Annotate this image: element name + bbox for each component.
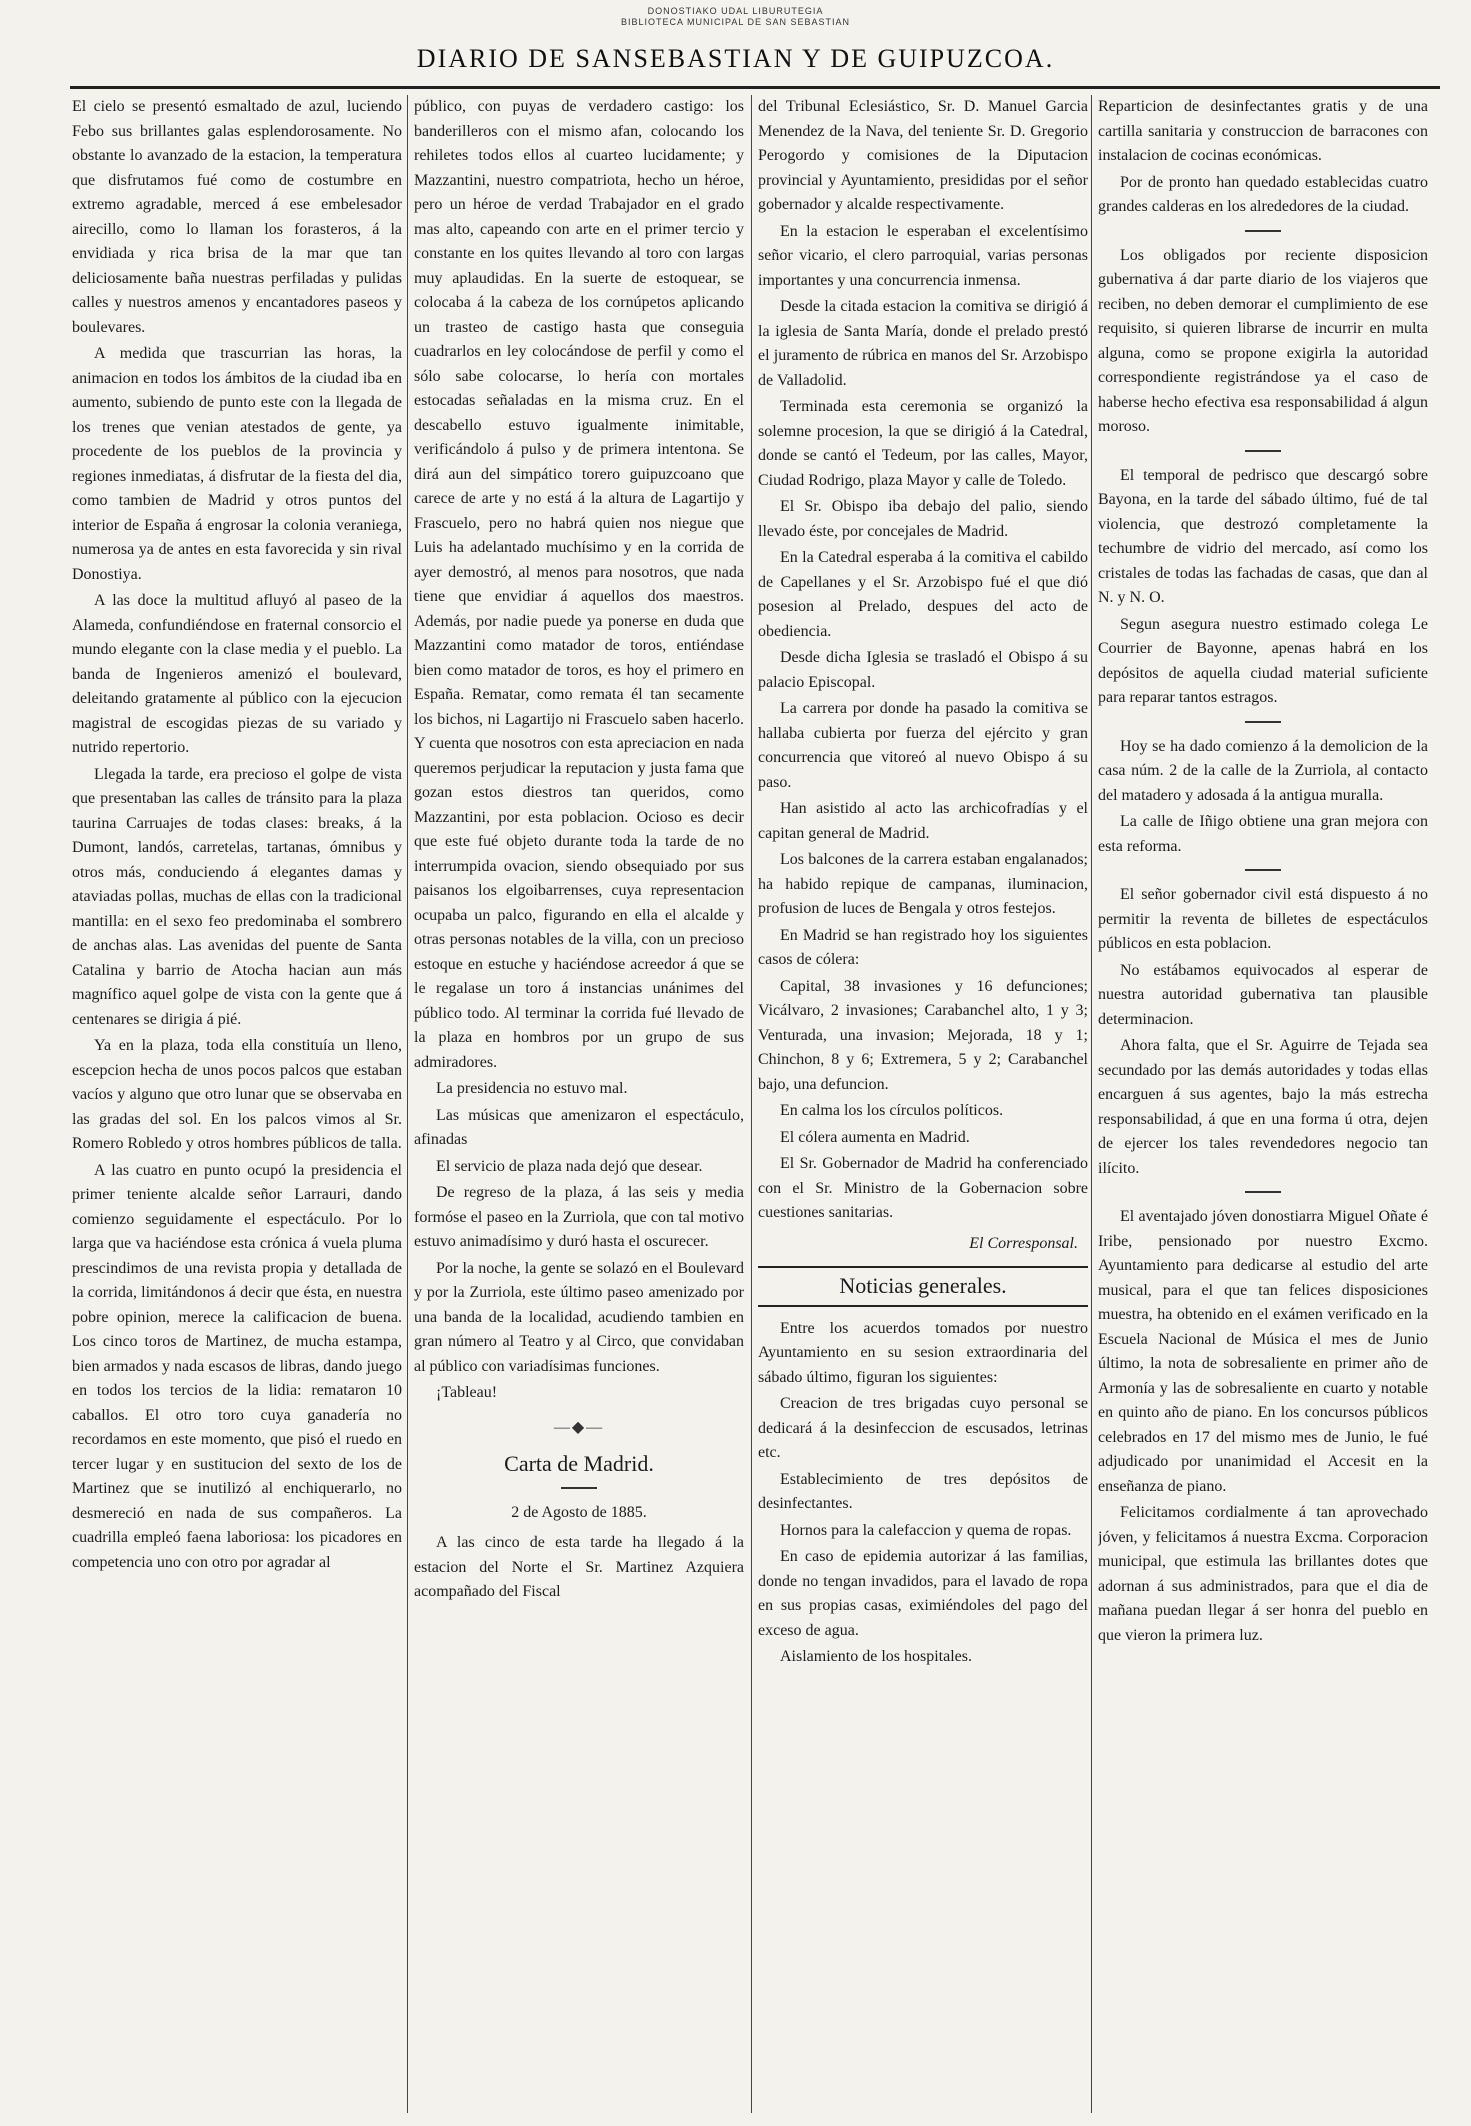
column-4 [1098,95,1428,2113]
paragraph: De regreso de la plaza, á las seis y media formóse el paseo en la Zurriola, que con tal motivo estuvo animadísimo y duró hasta el oscurecer. [414,1184,744,1250]
library-stamp [0,6,1471,28]
paragraph: Establecimiento de tres depósitos de desinfectantes. [758,1470,1088,1512]
paragraph: Los balcones de la carrera estaban engalanados; ha habido repique de campanas, iluminacion, profusion de luces de Bengala y otros festejos. [758,851,1088,917]
paragraph: ¡Tableau! [436,1384,498,1401]
short-rule [561,1487,597,1489]
paragraph: Por de pronto han quedado establecidas cuatro grandes calderas en los alrededores de la ciudad. [1098,173,1428,215]
paragraph: A medida que trascurrian las horas, la animacion en todos los ámbitos de la ciudad iba en aumento, subiendo de punto este con la llegada de los trenes que venian atestados de gente, ya procedente de los pueblos de la provincia y regiones inmediatas, á disfrutar de la fiesta del dia, como tambien de Madrid y otros puntos del interior de España á engrosar la colonia veraniega, numerosa ya de antes en esta favorecida y sin rival Donostiya. [72,345,402,583]
paragraph: No estábamos equivocados al esperar de nuestra autoridad gubernativa tan plausible determinacion. [1098,961,1428,1028]
carta-title: Carta de Madrid. [504,1451,654,1476]
stamp-line-1: DONOSTIAKO UDAL LIBURUTEGIA [647,6,824,16]
paragraph: público, con puyas de verdadero castigo: los banderilleros con el mismo afan, colocando los rehiletes todos ellos al cuarteo lucidamente; y Mazzantini, nuestro compatriota, hecho un héroe, pero un héroe de verdad Trabajador en el grado mas alto, capeando con arte en el primer tercio y constante en los quites llevando al toro con largas muy aplaudidas. En la suerte de estoquear, se colocaba á la cabeza de los cornúpetos aplicando un trasteo de castigo hasta que conseguia cuadrarlos en ley colocándose de perfil y como el sólo sabe colocarse, lo hería con mortales estocadas señaladas en la misma cruz. En el descabello estuvo igualmente inimitable, verificándolo á pulso y de primera intentona. Se dirá aun del simpático torero guipuzcoano que carece de arte y no está á la altura de Lagartijo y Frascuelo, pero no habrá quien nos niegue que Luis ha adelantado muchísimo y en la corrida de ayer demostró, al menos para nosotros, que nada tiene que envidiar á aquellos dos maestros. Además, por nadie puede ya ponerse en duda que Mazzantini como matador de toros, entiéndase bien como matador de toros, es hoy el primero en España. Rematar, como remata él tan secamente los bichos, ni Lagartijo ni Frascuelo saben hacerlo. Y cuenta que nosotros con esta apreciacion en nada queremos perjudicar la reputacion y justa fama que gozan estos diestros tan queridos, como Mazzantini, por esta poblacion. Ocioso es decir que este fué objeto durante toda la tarde de no interrumpida ovacion, siendo obsequiado por sus paisanos los elgoibarrenses, cuya representacion ocupaba un palco, figurando en ella el alcalde y otras personas notables de la villa, con un precioso estoque en estuche y haciéndose acreedor á que se le regalase un toro á instancias unánimes del público todo. Al terminar la corrida fué llevado de la plaza en hombros por un grupo de sus admiradores. [414,98,744,1071]
carta-date: 2 de Agosto de 1885. [511,1503,647,1521]
paragraph: El señor gobernador civil está dispuesto á no permitir la reventa de billetes de espectáculos públicos en esta poblacion. [1098,886,1428,952]
paragraph: Los obligados por reciente disposicion gubernativa á dar parte diario de los viajeros que reciben, no deben demorar el cumplimiento de ese requisito, si quieren librarse de incurrir en multa alguna, como se propone exigirla la autoridad correspondiente registrándose ya el caso de haberse hecho efectiva esa responsabilidad á algun moroso. [1098,246,1428,435]
paragraph: Llegada la tarde, era precioso el golpe de vista que presentaban las calles de tránsito para la plaza taurina Carruajes de todas clases: breaks, á la Dumont, landós, carretelas, tartanas, ómnibus y otros más, conduciendo á elegantes damas y ataviadas pollas, muchas de ellas con la tradicional mantilla: en el sexo feo predominaba el sombrero de anchas alas. Las avenidas del puente de Santa Catalina y barrio de Atocha hacian aun más magnífico aquel golpe de vista con la gente que á centenares se dirigia á pié. [72,765,402,1028]
paragraph: El servicio de plaza nada dejó que desear. [436,1157,703,1175]
paragraph: A las cinco de esta tarde ha llegado á la estacion del Norte el Sr. Martinez Azquiera acompañado del Fiscal [414,1534,744,1600]
paragraph: Entre los acuerdos tomados por nuestro Ayuntamiento en su sesion extraordinaria del sábado último, figuran los siguientes: [758,1319,1088,1386]
paragraph: En la estacion le esperaban el excelentísimo señor vicario, el clero parroquial, varias personas importantes y una concurrencia inmensa. [758,222,1088,289]
paragraph: El cielo se presentó esmaltado de azul, luciendo Febo sus brillantes galas esplendorosamente. No obstante lo avanzado de la estacion, la temperatura que disfrutamos fué como de costumbre en extremo agradable, merced á ese embelesador airecillo, como lo llaman los forasteros, á la envidiada y rica brisa de la mar que tan deliciosamente baña nuestras perfiladas y pulidas calles y nuestros amenos y encantadores paseos y boulevares. [72,98,402,336]
ornament-divider: ―◆― [553,1418,605,1436]
short-rule [1245,1191,1281,1193]
paragraph: El Sr. Gobernador de Madrid ha conferenciado con el Sr. Ministro de la Gobernacion sobre cuestiones sanitarias. [758,1155,1088,1221]
paragraph: Creacion de tres brigadas cuyo personal se dedicará á la desinfeccion de escusados, letrinas etc. [758,1395,1088,1461]
short-rule [1245,230,1281,232]
paragraph: El aventajado jóven donostiarra Miguel Oñate é Iribe, pensionado por nuestro Excmo. Ayuntamiento para dedicarse al estudio del arte musical, para el que tan felices disposiciones muestra, ha obtenido en el exámen verificado en la Escuela Nacional de Música el mes de Junio último, la nota de sobresaliente en primer año de Armonía y las de sobresaliente en cuarto y notable en quinto año de piano. En los concursos públicos celebrados en 17 del mismo mes de Junio, le fué adjudicado por unanimidad el Accesit en la enseñanza de piano. [1098,1208,1428,1495]
column-2 [414,95,744,2113]
masthead-title: DIARIO DE SANSEBASTIAN Y DE GUIPUZCOA. [416,44,1055,73]
correspondent-signature: El Corresponsal. [969,1234,1078,1252]
paragraph: Ahora falta, que el Sr. Aguirre de Tejada sea secundado por las demás autoridades y todas ellas encarguen á sus agentes, bajo la más estrecha responsabilidad, á que en una forma ú otra, dejen de ejercer los tales revendedores negocio tan ilícito. [1098,1037,1428,1177]
paragraph: Reparticion de desinfectantes gratis y de una cartilla sanitaria y construccion de barracones con instalacion de cocinas económicas. [1098,98,1428,164]
noticias-title: Noticias generales. [758,1266,1088,1307]
column-divider [1091,95,1092,2113]
paragraph: La carrera por donde ha pasado la comitiva se hallaba cubierta por fuerza del ejército y gran concurrencia que vitoreó al nuevo Obispo á su paso. [758,700,1088,791]
paragraph: Desde dicha Iglesia se trasladó el Obispo á su palacio Episcopal. [758,649,1088,691]
paragraph: Hornos para la calefaccion y quema de ropas. [780,1521,1072,1539]
paragraph: El cólera aumenta en Madrid. [780,1128,970,1146]
paragraph: Aislamiento de los hospitales. [780,1648,972,1665]
paragraph: Terminada esta ceremonia se organizó la solemne procesion, la que se dirigió á la Catedral, donde se cantó el Tedeum, por las calles, Mayor, Ciudad Rodrigo, plaza Mayor y calle de Toledo. [758,398,1088,489]
paragraph: Desde la citada estacion la comitiva se dirigió á la iglesia de Santa María, donde el prelado prestó el juramento de rúbrica en manos del Sr. Arzobispo de Valladolid. [758,298,1088,389]
stamp-line-2: BIBLIOTECA MUNICIPAL DE SAN SEBASTIAN [620,17,851,27]
paragraph: Las músicas que amenizaron el espectáculo, afinadas [414,1106,744,1148]
short-rule [1245,721,1281,723]
paragraph: Capital, 38 invasiones y 16 defunciones; Vicálvaro, 2 invasiones; Carabanchel alto, 1 y 3; Venturada, una invasion; Mejorada, 18 y 1; Chinchon, 8 y 6; Extremera, 5 y 2; Carabanchel bajo, una defuncion. [758,977,1088,1093]
paragraph: Ya en la plaza, toda ella constituía un lleno, escepcion hecha de unos pocos palcos que estaban vacíos y alguno que otro lunar que se observaba en las gradas del sol. En los palcos vimos al Sr. Romero Robledo y otros hombres públicos de talla. [72,1037,402,1152]
paragraph: Segun asegura nuestro estimado colega Le Courrier de Bayonne, apenas habrá en los depósitos de aquella ciudad material suficiente para reparar tantos estragos. [1098,615,1428,706]
paragraph: En calma los los círculos políticos. [780,1102,1004,1119]
short-rule [1245,450,1281,452]
column-1 [72,95,402,2113]
paragraph: La calle de Iñigo obtiene una gran mejora con esta reforma. [1098,813,1428,855]
paragraph: Por la noche, la gente se solazó en el Boulevard y por la Zurriola, este último paseo amenizado por una banda de la localidad, acudiendo tambien en gran número al Teatro y al Circo, que convidaban al público con variadísimas funciones. [414,1259,744,1375]
paragraph: En la Catedral esperaba á la comitiva el cabildo de Capellanes y el Sr. Arzobispo fué el que dió posesion al Prelado, despues del acto de obediencia. [758,549,1088,640]
paragraph: del Tribunal Eclesiástico, Sr. D. Manuel Garcia Menendez de la Nava, del teniente Sr. D. Gregorio Perogordo y comisiones de la Diputacion provincial y Ayuntamiento, presididas por el señor gobernador y alcalde respectivamente. [758,98,1088,213]
column-divider [751,95,752,2113]
column-divider [407,95,408,2113]
paragraph: El temporal de pedrisco que descargó sobre Bayona, en la tarde del sábado último, fué de tal violencia, que destrozó completamente la techumbre de vidrio del mercado, así como los cristales de todas las fachadas de casas, que dan al N. y N. O. [1098,466,1428,606]
paragraph: La presidencia no estuvo mal. [436,1080,628,1097]
paragraph: Han asistido al acto las archicofradías y el capitan general de Madrid. [758,800,1088,842]
column-3 [758,95,1088,2113]
paragraph: A las cuatro en punto ocupó la presidencia el primer teniente alcalde señor Larrauri, dando comienzo seguidamente el espectáculo. Por lo larga que va haciéndose esta crónica á vuela pluma prescindimos de una revista propia y detallada de la corrida, limitándonos á decir que ésta, en nuestra pobre opinion, merece la calificacion de buena. Los cinco toros de Martinez, de mucha estampa, bien armados y nada escasos de libras, dando juego en todos los tercios de la lidia: remataron 10 caballos. El otro toro cuya ganadería no recordamos en este momento, que pisó el ruedo en tercer lugar y en sustitucion del sexto de los de Martinez que se inutilizó al enchiquerarlo, no desmereció en nada de sus compañeros. La cuadrilla empleó faena laboriosa: los picadores en competencia uno con otro por agradar al [72,1161,402,1571]
paragraph: El Sr. Obispo iba debajo del palio, siendo llevado éste, por concejales de Madrid. [758,498,1088,540]
paragraph: En Madrid se han registrado hoy los siguientes casos de cólera: [758,926,1088,968]
short-rule [1245,869,1281,871]
masthead-rule [70,86,1440,89]
paragraph: En caso de epidemia autorizar á las familias, donde no tengan invadidos, para el lavado de ropa en sus propias casas, eximiéndoles del pago del exceso de agua. [758,1548,1088,1639]
paragraph: Hoy se ha dado comienzo á la demolicion de la casa núm. 2 de la calle de la Zurriola, al contacto del matadero y adosada á la antigua muralla. [1098,737,1428,804]
paragraph: Felicitamos cordialmente á tan aprovechado jóven, y felicitamos á nuestra Excma. Corporacion municipal, que estimula las brillantes dotes que adornan á sus administrados, para que el dia de mañana puedan llegar á ser honra del pueblo en que vieron la primera luz. [1098,1504,1428,1644]
paragraph: A las doce la multitud afluyó al paseo de la Alameda, confundiéndose en fraternal consorcio el mundo elegante con la clase media y el pueblo. La banda de Ingenieros amenizó el boulevard, deleitando gratamente al público con la ejecucion magistral de escogidas piezas de su variado y nutrido repertorio. [72,592,402,756]
